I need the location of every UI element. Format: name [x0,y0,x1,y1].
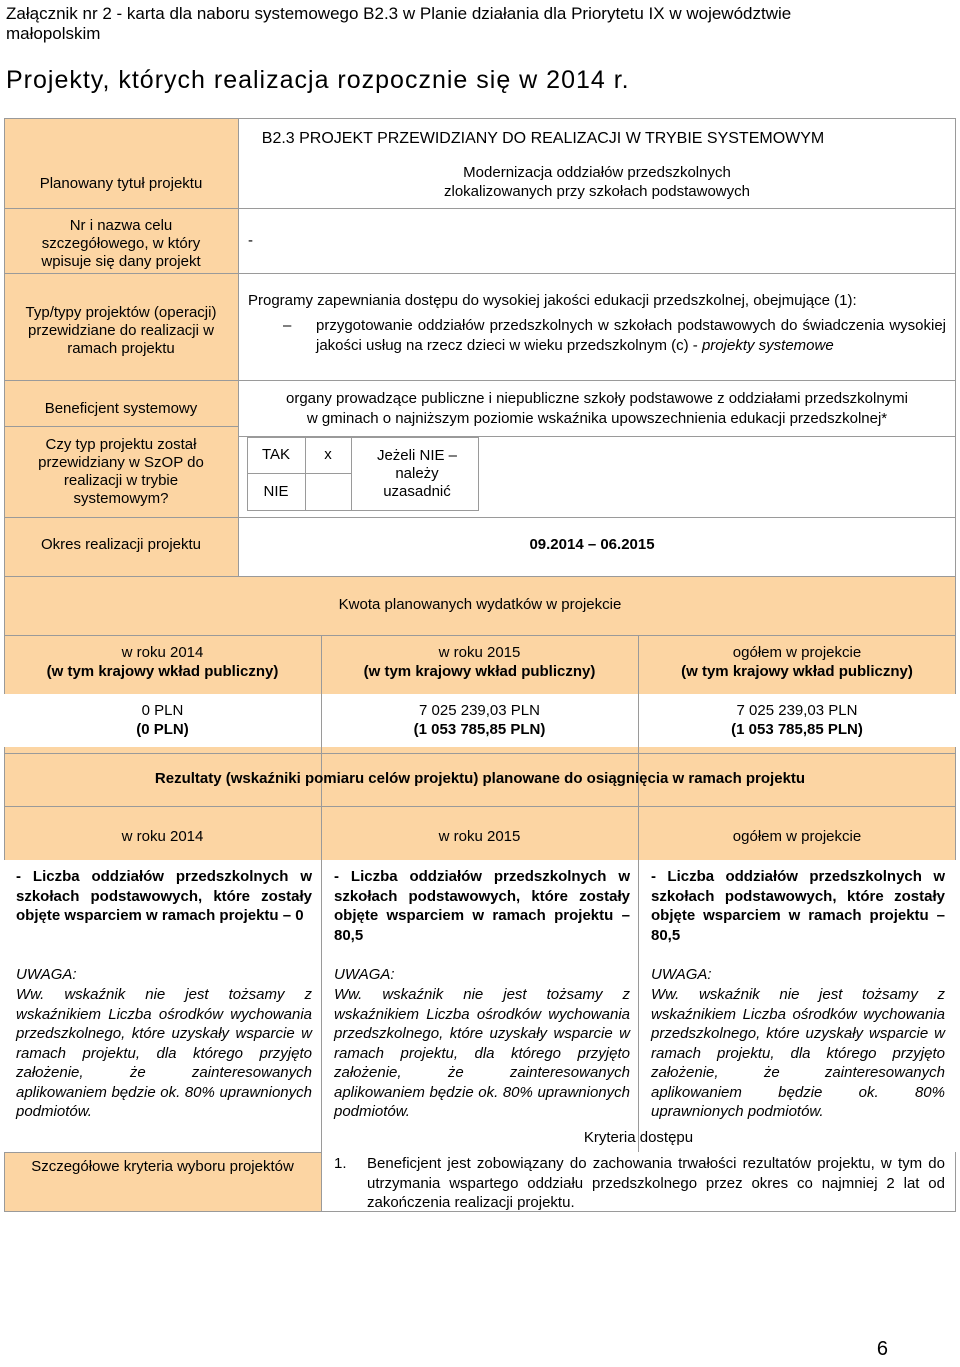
typy-item [316,316,946,355]
nr-celu-value: - [248,232,253,249]
grid-line [4,576,956,577]
tak-checkbox[interactable]: x [324,446,332,463]
label-nr-celu: Nr i nazwa celu szczegółowego, w który wpisuje się dany projekt [41,217,201,270]
rezultaty-indicator-2014: - Liczba oddziałów przedszkolnych w szkołach podstawowych, które zostały objęte wsparciem w ramach projektu – 0 [16,868,312,924]
beneficjent-line-1: organy prowadzące publiczne i niepubliczne szkoły podstawowe z oddziałami przedszkolnymi [286,390,908,407]
grid-line [4,635,956,636]
label-typy-projektow: Typ/typy projektów (operacji) przewidziane do realizacji w ramach projektu [25,304,217,357]
wydatki-head-2015: w roku 2015 [438,644,521,661]
grid-line [247,510,479,511]
uwaga-text-2015: Ww. wskaźnik nie jest tożsamy z wskaźnikiem Liczba ośrodków wychowania przedszkolnego, które uzyskały wsparcie w ramach projektu, dla którego przyjęto założenie, że zainteresowanych aplikowaniem będzie ok. 80% uprawnionych podmiotów. [334,986,630,1120]
typy-dash: – [283,317,292,334]
rezultaty-indicator-2015: - Liczba oddziałów przedszkolnych w szkołach podstawowych, które zostały objęte wsparciem w ramach projektu – 80,5 [334,868,630,944]
uwaga-text-ogolem: Ww. wskaźnik nie jest tożsamy z wskaźnikiem Liczba ośrodków wychowania przedszkolnego, które uzyskały wsparcie w ramach projektu, dla którego przyjęto założenie, że zainteresowanych aplikowaniem będzie ok. 80% uprawnionych podmiotów. [651,986,945,1120]
grid-line [247,473,351,474]
rezultaty-indicator-ogolem: - Liczba oddziałów przedszkolnych w szkołach podstawowych, które zostały objęte wsparciem w ramach projektu – 80,5 [651,868,945,944]
uwaga-label-ogolem: UWAGA: [651,966,712,983]
wydatki-sub-2015: (w tym krajowy wkład publiczny) [363,663,596,680]
grid-line [4,753,956,754]
rezultaty-head-ogolem: ogółem w projekcie [732,828,862,845]
wydatki-value-sub-2015: (1 053 785,85 PLN) [413,721,546,738]
header-line-2: małopolskim [6,24,101,43]
grid-line [4,426,238,427]
nie-checkbox[interactable] [305,477,351,507]
grid-line [638,860,639,1152]
section-title: B2.3 PROJEKT PRZEWIDZIANY DO REALIZACJI W TRYBIE SYSTEMOWYM [261,130,825,147]
label-szczegolowe-kryteria: Szczegółowe kryteria wyboru projektów [31,1158,294,1175]
grid-line [4,517,956,518]
grid-line [4,380,956,381]
tak-nie-box [247,437,479,511]
uwaga-label-2014: UWAGA: [16,966,77,983]
project-title-line-1: Modernizacja oddziałów przedszkolnych [463,164,731,181]
label-beneficjent: Beneficjent systemowy [44,400,198,417]
wydatki-value-ogolem: 7 025 239,03 PLN [736,702,858,719]
wydatki-value-2015: 7 025 239,03 PLN [419,702,540,719]
wydatki-value-sub-2014: (0 PLN) [136,721,189,738]
header-line-1: Załącznik nr 2 - karta dla naboru systemowego B2.3 w Planie działania dla Priorytetu IX w województwie [6,4,792,23]
wydatki-value-sub-ogolem: (1 053 785,85 PLN) [731,721,863,738]
rezultaty-title: Rezultaty (wskaźniki pomiaru celów projektu) planowane do osiągnięcia w ramach projektu [154,770,806,787]
project-title-line-2: zlokalizowanych przy szkołach podstawowych [444,183,750,200]
wydatki-head-2014: w roku 2014 [121,644,204,661]
typy-intro: Programy zapewniania dostępu do wysokiej jakości edukacji przedszkolnej, obejmujące (1): [248,292,857,309]
label-czy-typ: Czy typ projektu został przewidziany w SzOP do realizacji w trybie systemowym? [38,436,204,507]
wydatki-sub-ogolem: (w tym krajowy wkład publiczny) [681,663,913,680]
uwaga-text-2014: Ww. wskaźnik nie jest tożsamy z wskaźnikiem Liczba ośrodków wychowania przedszkolnego, które uzyskały wsparcie w ramach projektu, dla którego przyjęto założenie, że zainteresowanych aplikowaniem będzie ok. 80% uprawnionych podmiotów. [16,986,312,1120]
nie-label: NIE [263,483,289,500]
grid-line [351,437,352,511]
kryteria-title: Kryteria dostępu [583,1129,694,1146]
jezeli-nie-text: Jeżeli NIE – należy uzasadnić [376,447,458,500]
grid-line [4,806,956,807]
kryteria-item-number: 1. [334,1155,347,1172]
label-planowany-tytul: Planowany tytuł projektu [39,175,203,192]
okres-value: 09.2014 – 06.2015 [529,536,655,553]
grid-line [4,118,956,119]
page-title: Projekty, których realizacja rozpocznie się w 2014 r. [6,66,630,94]
kryteria-item-text: Beneficjent jest zobowiązany do zachowania trwałości rezultatów projektu, w tym do utrzymania wspartego oddziału przedszkolnego przez okres co najmniej 2 lat od zakończenia realizacji projektu. [367,1155,945,1211]
beneficjent-line-2: w gminach o najniższym poziomie wskaźnika upowszechnienia edukacji przedszkolnej* [306,410,888,427]
rezultaty-head-2015: w roku 2015 [438,828,521,845]
grid-line [247,437,479,438]
grid-line [4,273,956,274]
wydatki-sub-2014: (w tym krajowy wkład publiczny) [46,663,279,680]
label-okres: Okres realizacji projektu [40,536,202,553]
typy-item-italic: projekty systemowe [701,336,834,354]
wydatki-head-ogolem: ogółem w projekcie [732,644,862,661]
grid-line [478,437,479,511]
wydatki-title: Kwota planowanych wydatków w projekcie [338,596,622,613]
tak-label: TAK [261,446,291,463]
page-number: 6 [876,1338,888,1360]
wydatki-value-2014: 0 PLN [141,702,184,719]
grid-line [321,860,322,1152]
typy-item-text: przygotowanie oddziałów przedszkolnych w szkołach podstawowych do świadczenia wysokiej jakości usług na rzecz dzieci w wieku przedszkolnym (c) - [316,317,946,354]
uwaga-label-2015: UWAGA: [334,966,395,983]
rezultaty-head-2014: w roku 2014 [121,828,204,845]
